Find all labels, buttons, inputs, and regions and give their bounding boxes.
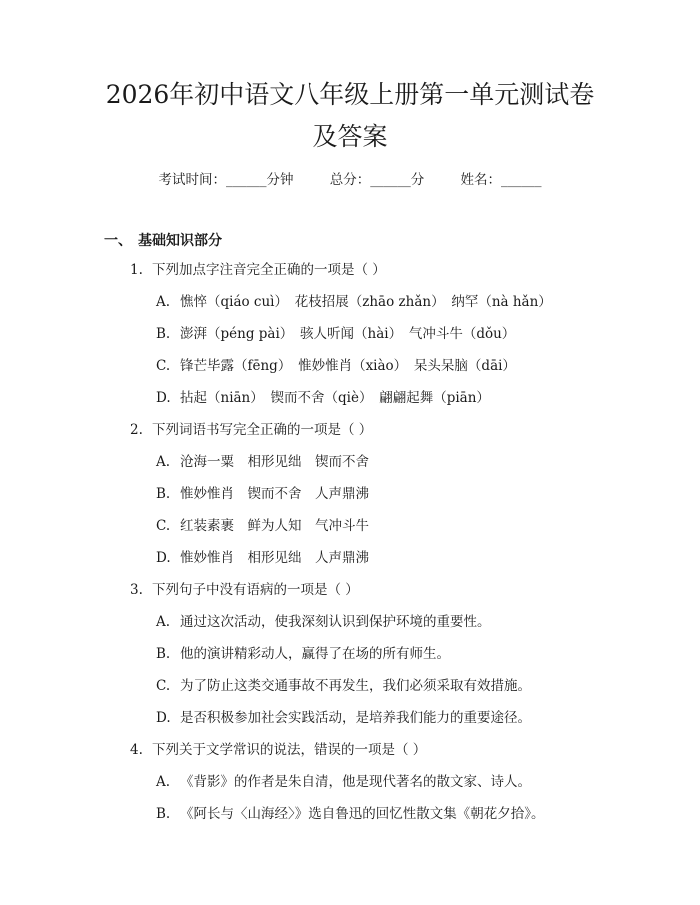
total-score-label: 总分： — [329, 172, 371, 188]
question-number: 1. — [130, 262, 143, 278]
section-title: 基础知识部分 — [138, 233, 222, 249]
option-letter: A. — [156, 614, 171, 630]
option-letter: B. — [156, 486, 171, 502]
option-text: 为了防止这类交通事故不再发生，我们必须采取有效措施。 — [180, 678, 531, 694]
title-line-2: 及答案 — [312, 122, 388, 151]
question-list — [130, 262, 670, 822]
document-title — [60, 74, 640, 158]
answer-option — [130, 390, 670, 406]
option-text: 锋芒毕露（fēng） 惟妙惟肖（xiào） 呆头呆脑（dāi） — [180, 358, 516, 374]
name-label: 姓名： — [460, 172, 502, 188]
answer-option — [130, 550, 670, 566]
exam-time-field — [158, 168, 293, 188]
option-text: 通过这次活动，使我深刻认识到保护环境的重要性。 — [180, 614, 491, 630]
total-score-blank: ______ — [370, 172, 411, 188]
question-4 — [130, 742, 670, 822]
option-letter: A. — [156, 454, 171, 470]
option-text: 红装素裹 鲜为人知 气冲斗牛 — [180, 518, 369, 534]
answer-option — [130, 358, 670, 374]
option-letter: B. — [156, 646, 171, 662]
section-heading — [104, 230, 222, 250]
question-text: 下列关于文学常识的说法，错误的一项是（ ） — [152, 742, 427, 758]
question-stem — [130, 262, 670, 278]
total-score-unit: 分 — [410, 172, 425, 188]
exam-time-blank: ______ — [225, 172, 267, 188]
answer-option — [130, 646, 670, 662]
option-letter: C. — [156, 358, 171, 374]
option-text: 是否积极参加社会实践活动，是培养我们能力的重要途径。 — [180, 710, 531, 726]
question-number: 4. — [130, 742, 143, 758]
question-number: 2. — [130, 422, 143, 438]
question-3 — [130, 582, 670, 726]
option-text: 拈起（niān） 锲而不舍（qiè） 翩翩起舞（piān） — [180, 390, 490, 406]
question-text: 下列加点字注音完全正确的一项是（ ） — [152, 262, 386, 278]
option-text: 他的演讲精彩动人，赢得了在场的所有师生。 — [180, 646, 450, 662]
option-letter: C. — [156, 678, 171, 694]
total-score-field — [330, 168, 425, 188]
exam-meta-line — [0, 168, 700, 188]
question-2 — [130, 422, 670, 566]
option-text: 沧海一粟 相形见绌 锲而不舍 — [180, 454, 369, 470]
option-letter: A. — [156, 294, 171, 310]
option-text: 《阿长与〈山海经〉》选自鲁迅的回忆性散文集《朝花夕拾》。 — [180, 806, 545, 822]
name-field — [461, 168, 542, 188]
title-line-1: 2026年初中语文八年级上册第一单元测试卷 — [105, 80, 595, 109]
option-text: 惟妙惟肖 相形见绌 人声鼎沸 — [180, 550, 369, 566]
name-blank: ______ — [501, 172, 542, 188]
answer-option — [130, 486, 670, 502]
option-letter: D. — [156, 710, 171, 726]
question-text: 下列词语书写完全正确的一项是（ ） — [152, 422, 373, 438]
answer-option — [130, 710, 670, 726]
answer-option — [130, 454, 670, 470]
answer-option — [130, 774, 670, 790]
option-text: 澎湃（péng pài） 骇人听闻（hài） 气冲斗牛（dǒu） — [180, 326, 516, 342]
option-letter: C. — [156, 518, 171, 534]
option-text: 惟妙惟肖 锲而不舍 人声鼎沸 — [180, 486, 369, 502]
question-text: 下列句子中没有语病的一项是（ ） — [152, 582, 359, 598]
question-stem — [130, 582, 670, 598]
exam-time-label: 考试时间： — [158, 172, 226, 188]
section-number: 一、 — [104, 233, 132, 249]
answer-option — [130, 614, 670, 630]
option-text: 《背影》的作者是朱自清，他是现代著名的散文家、诗人。 — [180, 774, 531, 790]
option-text: 憔悴（qiáo cuì） 花枝招展（zhāo zhǎn） 纳罕（nà hǎn） — [180, 294, 552, 310]
answer-option — [130, 326, 670, 342]
question-stem — [130, 422, 670, 438]
option-letter: A. — [156, 774, 171, 790]
question-1 — [130, 262, 670, 406]
answer-option — [130, 518, 670, 534]
option-letter: D. — [156, 550, 171, 566]
answer-option — [130, 678, 670, 694]
answer-option — [130, 294, 670, 310]
exam-time-unit: 分钟 — [266, 172, 294, 188]
question-number: 3. — [130, 582, 143, 598]
answer-option — [130, 806, 670, 822]
option-letter: B. — [156, 326, 171, 342]
option-letter: D. — [156, 390, 171, 406]
question-stem — [130, 742, 670, 758]
option-letter: B. — [156, 806, 171, 822]
